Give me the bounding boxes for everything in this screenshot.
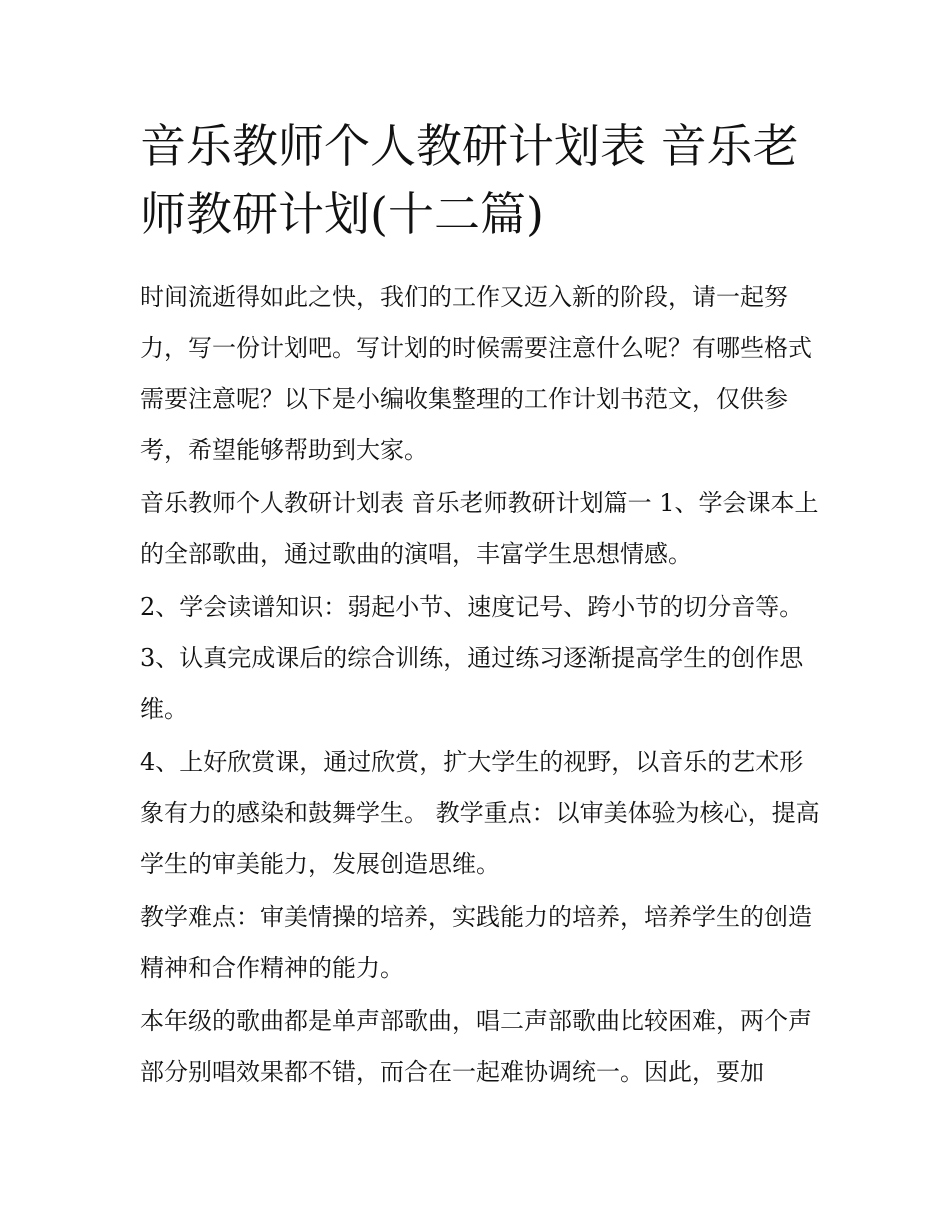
paragraph-intro: 时间流逝得如此之快，我们的工作又迈入新的阶段，请一起努力，写一份计划吧。写计划的时候需要注意什么呢？有哪些格式需要注意呢？以下是小编收集整理的工作计划书范文，仅供参考，希望能够帮助到大家。 bbox=[140, 283, 812, 464]
paragraph-goal-4-key-points: 4、上好欣赏课，通过欣赏，扩大学生的视野，以音乐的艺术形象有力的感染和鼓舞学生。 教学重点：以审美体验为核心，提高学生的审美能力，发展创造思维。 bbox=[140, 748, 820, 878]
paragraph-grade-songs: 本年级的歌曲都是单声部歌曲，唱二声部歌曲比较困难，两个声部分别唱效果都不错，而合在一起难协调统一。因此，要加 bbox=[140, 1007, 812, 1086]
paragraph-goals-2-3: 2、学会读谱知识：弱起小节、速度记号、跨小节的切分音等。 3、认真完成课后的综合训练，通过练习逐渐提高学生的创作思维。 bbox=[140, 593, 804, 723]
document-title: 音乐教师个人教研计划表 音乐老师教研计划(十二篇) bbox=[140, 119, 799, 241]
paragraph-difficult-points: 教学难点：审美情操的培养，实践能力的培养，培养学生的创造精神和合作精神的能力。 bbox=[140, 903, 812, 982]
paragraph-section-one-goal-1: 音乐教师个人教研计划表 音乐老师教研计划篇一 1、学会课本上的全部歌曲，通过歌曲的演唱，丰富学生思想情感。 bbox=[140, 489, 819, 568]
document-content bbox=[140, 112, 820, 1098]
